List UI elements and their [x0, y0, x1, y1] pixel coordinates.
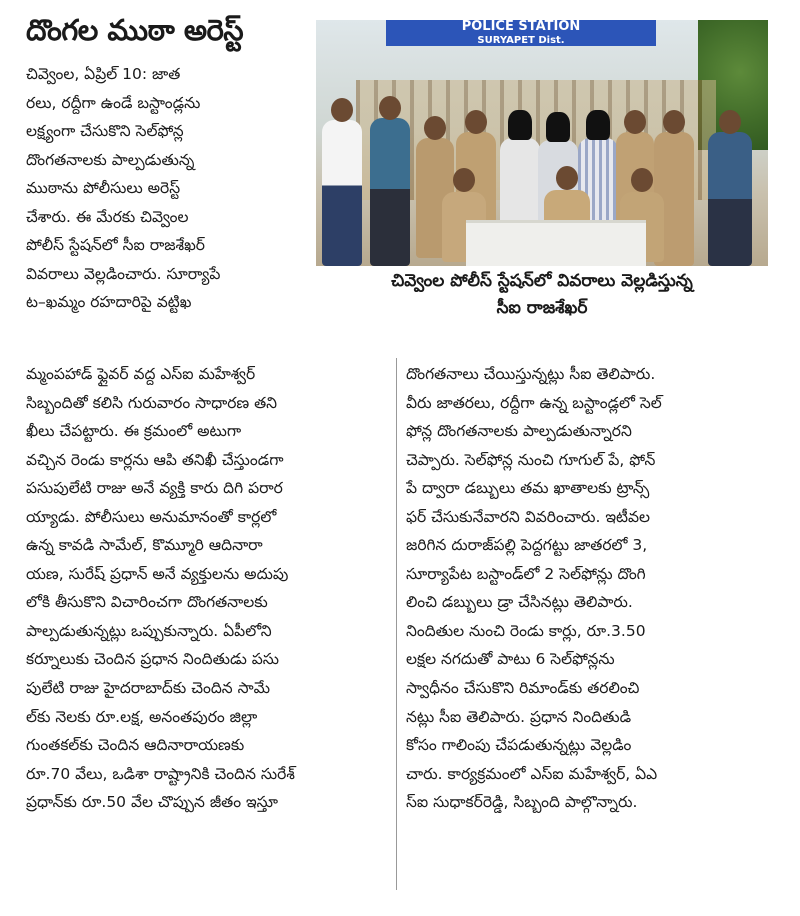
- caption-line: చివ్వెంల పోలీస్ స్టేషన్‌లో వివరాలు వెల్లడిస్తున్న: [391, 271, 693, 291]
- text-line: ఫోన్ల దొంగతనాలకు పాల్పడుతున్నారని: [406, 422, 632, 441]
- text-line: ఫర్ చేసుకునేవారని వివరించారు. ఇటీవల: [406, 507, 650, 526]
- text-line: ల్‌కు నెలకు రూ.లక్ష, అనంతపురం జిల్లా: [26, 707, 258, 726]
- text-line: గుంతకల్‌కు చెందిన ఆదినారాయణకు: [26, 736, 245, 755]
- text-line: లోకి తీసుకొని విచారించగా దొంగతనాలకు: [26, 593, 268, 612]
- text-line: రూ.70 వేలు, ఒడిశా రాష్ట్రానికి చెందిన సురేశ్: [26, 764, 295, 783]
- person-head: [379, 96, 401, 120]
- sign-text: POLICE STATION: [461, 20, 581, 34]
- news-photo: [316, 20, 768, 266]
- article-headline: దొంగల ముఠా అరెస్ట్: [26, 13, 244, 47]
- person-head: [719, 110, 741, 134]
- text-line: ఖీలు చేపట్టారు. ఈ క్రమంలో అటుగా: [26, 422, 242, 441]
- person-head: [465, 110, 487, 134]
- text-line: లక్ష్యంగా చేసుకొని సెల్‌ఫోన్ల: [26, 122, 184, 141]
- text-line: కోసం గాలింపు చేపడుతున్నట్లు వెల్లడిం: [406, 736, 632, 755]
- text-line: పే ద్వారా డబ్బులు తమ ఖాతాలకు ట్రాన్స్: [406, 479, 650, 498]
- text-line: మ్మంపహాడ్ ఫ్లైవర్ వద్ద ఎస్ఐ మహేశ్వర్: [26, 365, 256, 383]
- person-head: [631, 168, 653, 192]
- column-divider: [396, 358, 397, 890]
- article-column-left: [26, 360, 388, 817]
- person-civilian-left: [322, 120, 362, 266]
- text-line: వివరాలు వెల్లడించారు. సూర్యాపే: [26, 264, 221, 283]
- text-line: లించి డబ్బులు డ్రా చేసినట్లు తెలిపారు.: [406, 593, 633, 612]
- photo-caption: [316, 268, 768, 322]
- text-line: వీరు జాతరలు, రద్దీగా ఉన్న బస్టాండ్లలో సెల్: [406, 393, 662, 412]
- face-cover: [508, 110, 532, 140]
- text-line: నిందితుల నుంచి రెండు కార్లు, రూ.3.50: [406, 621, 646, 640]
- text-line: రలు, రద్దీగా ఉండే బస్టాండ్లను: [26, 93, 201, 112]
- text-line: వచ్చిన రెండు కార్లను ఆపి తనిఖీ చేస్తుండగా: [26, 450, 284, 469]
- next-headline-cropped: [60, 893, 740, 916]
- text-line: దొంగతనాలు చేయిస్తున్నట్లు సీఐ తెలిపారు.: [406, 365, 656, 383]
- text-line: చెప్పారు. సెల్‌ఫోన్ల నుంచి గూగుల్ పే, ఫోన్: [406, 450, 656, 469]
- text-line: యణ, సురేష్ ప్రధాన్ అనే వ్యక్తులను అదుపు: [26, 564, 289, 583]
- text-line: చివ్వెంల, ఏప్రిల్ 10: జాత: [26, 65, 181, 83]
- seized-items-table: [466, 220, 646, 266]
- text-line: స్వాధీనం చేసుకొని రిమాండ్‌కు తరలించి: [406, 679, 640, 698]
- text-line: సిబ్బందితో కలిసి గురువారం సాధారణ తని: [26, 393, 278, 412]
- person-head: [556, 166, 578, 190]
- person-head: [424, 116, 446, 140]
- face-cover: [586, 110, 610, 140]
- text-line: లక్షల నగదుతో పాటు 6 సెల్‌ఫోన్లను: [406, 650, 615, 669]
- text-line: ముఠాను పోలీసులు అరెస్ట్: [26, 179, 181, 198]
- caption-line: సీఐ రాజశేఖర్: [496, 298, 588, 318]
- person-head: [624, 110, 646, 134]
- text-line: య్యాడు. పోలీసులు అనుమానంతో కార్లలో: [26, 507, 277, 526]
- text-line: పాల్పడుతున్నట్లు ఒప్పుకున్నారు. ఏపీలోని: [26, 621, 272, 640]
- text-line: జరిగిన దురాజ్‌పల్లి పెద్దగట్టు జాతరలో 3,: [406, 536, 648, 555]
- text-line: చారు. కార్యక్రమంలో ఎస్ఐ మహేశ్వర్, ఏఎ: [406, 764, 658, 783]
- text-line: ప్రధాన్‌కు రూ.50 వేల చొప్పున జీతం ఇస్తూ: [26, 793, 278, 812]
- person-head: [331, 98, 353, 122]
- text-line: చేశారు. ఈ మేరకు చివ్వెంల: [26, 207, 189, 226]
- article-column-right: [406, 360, 768, 817]
- text-line: నట్లు సీఐ తెలిపారు. ప్రధాన నిందితుడి: [406, 707, 632, 726]
- text-line: ఉన్న కావడి సామేల్, కొమ్మూరి ఆదినారా: [26, 536, 263, 555]
- sign-subtext: SURYAPET Dist.: [477, 35, 565, 46]
- text-line: పులేటి రాజు హైదరాబాద్‌కు చెందిన సామే: [26, 679, 270, 698]
- text-line: పోలీస్ స్టేషన్‌లో సీఐ రాజశేఖర్: [26, 236, 205, 255]
- person-head: [453, 168, 475, 192]
- text-line: స్ఐ సుధాకర్‌రెడ్డి, సిబ్బంది పాల్గొన్నారు.: [406, 793, 638, 812]
- text-line: కర్నూలుకు చెందిన ప్రధాన నిందితుడు పసు: [26, 650, 280, 669]
- person-head: [663, 110, 685, 134]
- text-line: పసుపులేటి రాజు అనే వ్యక్తి కారు దిగి పరార: [26, 479, 283, 498]
- person-civilian: [370, 118, 410, 266]
- article-column-left-top: [26, 60, 306, 317]
- text-line: సూర్యాపేట బస్టాండ్‌లో 2 సెల్‌ఫోన్లు దొంగి: [406, 564, 646, 583]
- text-line: ట–ఖమ్మం రహదారిపై వట్టిఖ: [26, 293, 192, 312]
- face-cover: [546, 112, 570, 142]
- police-station-sign: [386, 20, 656, 46]
- person-civilian-right: [708, 132, 752, 266]
- text-line: దొంగతనాలకు పాల్పడుతున్న: [26, 150, 195, 169]
